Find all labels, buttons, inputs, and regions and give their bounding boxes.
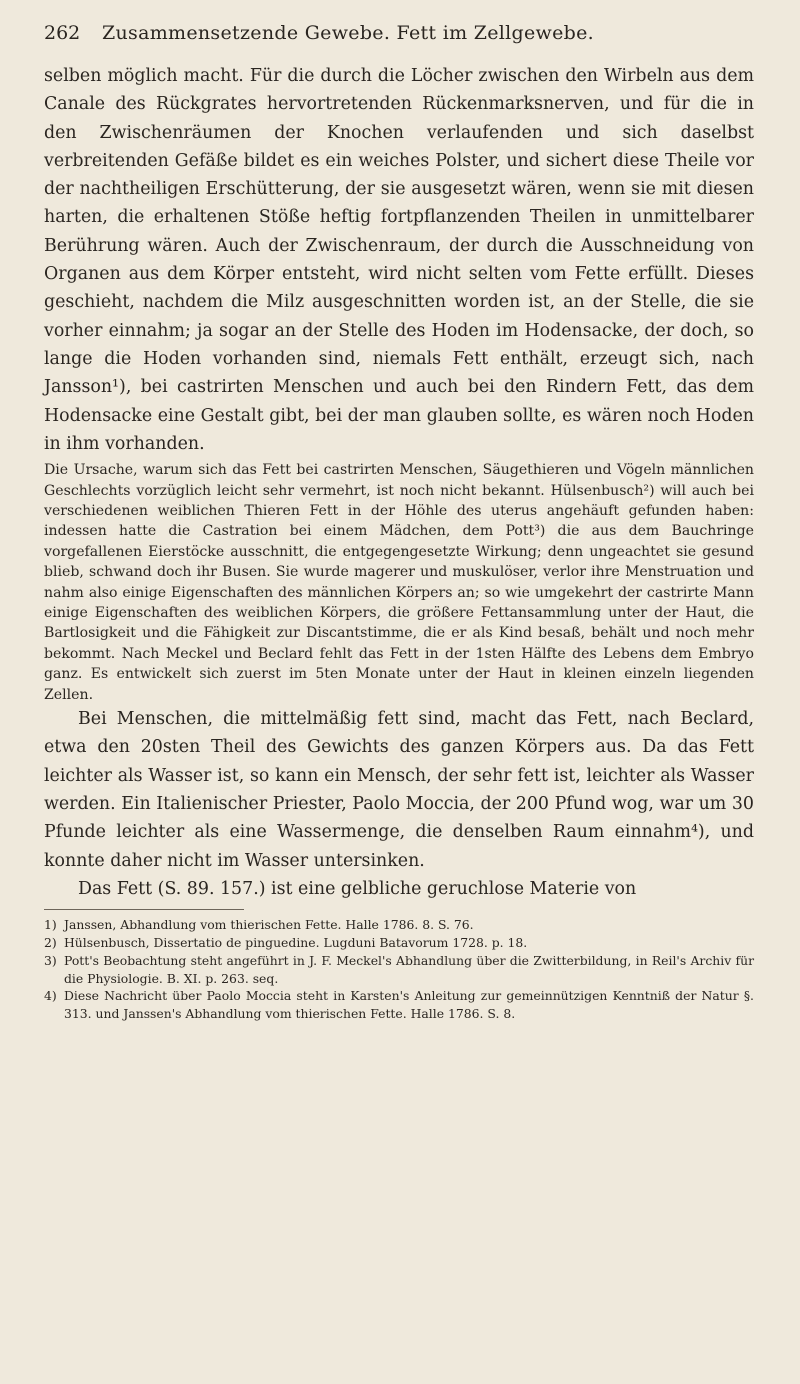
footnote-text: Janssen, Abhandlung vom thierischen Fette. Halle 1786. 8. S. 76.	[64, 917, 474, 933]
main-text	[44, 62, 754, 458]
footnote-number: 1)	[44, 917, 57, 933]
footnote-text: Hülsenbusch, Dissertatio de pinguedine. Lugduni Batavorum 1728. p. 18.	[64, 934, 528, 950]
body-paragraph: Das Fett (S. 89. 157.) ist eine gelbliche geruchlose Materie von	[78, 878, 637, 899]
footnote	[44, 987, 754, 1023]
small-print-note	[44, 460, 754, 705]
footnote-number: 4)	[44, 988, 57, 1004]
running-title: Zusammensetzende Gewebe. Fett im Zellgewebe.	[102, 22, 595, 44]
body-paragraph: selben möglich macht. Für die durch die Löcher zwischen den Wirbeln aus dem Canale des Rückgrates hervortretenden Rückenmarksnerven, und für die in den Zwischenräumen der Knochen verlaufenden und sich daselbst verbreitenden Gefäße bildet es ein weiches Polster, und sichert diese Theile vor der nachtheiligen Erschütterung, der sie ausgesetzt wären, wenn sie mit diesen harten, die erhaltenen Stöße heftig fortpflanzenden Theilen in unmittelbarer Berührung wären. Auch der Zwischenraum, der durch die Ausschneidung von Organen aus dem Körper entsteht, wird nicht selten vom Fette erfüllt. Dieses geschieht, nachdem die Milz ausgeschnitten worden ist, an der Stelle, die sie vorher einnahm; ja sogar an der Stelle des Hoden im Hodensacke, der doch, so lange die Hoden vorhanden sind, niemals Fett enthält, erzeugt sich, nach Jansson¹), bei castrirten Menschen und auch bei den Rindern Fett, das dem Hodensacke eine Gestalt gibt, bei der man glauben sollte, es wären noch Hoden in ihm vorhanden.	[44, 66, 754, 454]
footnote	[44, 934, 754, 952]
footnote-text: Diese Nachricht über Paolo Moccia steht in Karsten's Anleitung zur gemeinnützigen Kenntniß der Natur §. 313. und Janssen's Abhandlung vom thierischen Fette. Halle 1786. S. 8.	[64, 988, 754, 1022]
footnote-number: 2)	[44, 934, 57, 950]
main-text-continued	[44, 705, 754, 903]
page-number: 262	[44, 22, 81, 44]
footnote-number: 3)	[44, 952, 57, 968]
footnote-separator	[44, 909, 244, 910]
footnote	[44, 916, 754, 934]
body-paragraph: Bei Menschen, die mittelmäßig fett sind, macht das Fett, nach Beclard, etwa den 20sten Theil des Gewichts des ganzen Körpers aus. Da das Fett leichter als Wasser ist, so kann ein Mensch, der sehr fett ist, leichter als Wasser werden. Ein Italienischer Priester, Paolo Moccia, der 200 Pfund wog, war um 30 Pfunde leichter als eine Wassermenge, die denselben Raum einnahm⁴), und konnte daher nicht im Wasser untersinken.	[44, 709, 754, 871]
page-header	[44, 22, 754, 54]
footnote-text: Pott's Beobachtung steht angeführt in J. F. Meckel's Abhandlung über die Zwitterbildung, in Reil's Archiv für die Physiologie. B. XI. p. 263. seq.	[64, 952, 754, 986]
footnote	[44, 952, 754, 988]
note-paragraph: Die Ursache, warum sich das Fett bei castrirten Menschen, Säugethieren und Vögeln männlichen Geschlechts vorzüglich leicht sehr vermehrt, ist noch nicht bekannt. Hülsenbusch²) will auch bei verschiedenen weiblichen Thieren Fett in der Höhle des uterus angehäuft gefunden haben: indessen hatte die Castration bei einem Mädchen, dem Pott³) die aus dem Bauchringe vorgefallenen Eierstöcke ausschnitt, die entgegengesetzte Wirkung; denn ungeachtet sie gesund blieb, schwand doch ihr Busen. Sie wurde magerer und muskulöser, verlor ihre Menstruation und nahm also einige Eigenschaften des männlichen Körpers an; so wie umgekehrt der castrirte Mann einige Eigenschaften des weiblichen Körpers, die größere Fettansammlung unter der Haut, die Bartlosigkeit und die Fähigkeit zur Discantstimme, die er als Kind besaß, behält und noch mehr bekommt. Nach Meckel und Beclard fehlt das Fett in der 1sten Hälfte des Lebens dem Embryo ganz. Es entwickelt sich zuerst im 5ten Monate unter der Haut in kleinen einzeln liegenden Zellen.	[44, 462, 754, 703]
footnotes	[44, 916, 754, 1023]
